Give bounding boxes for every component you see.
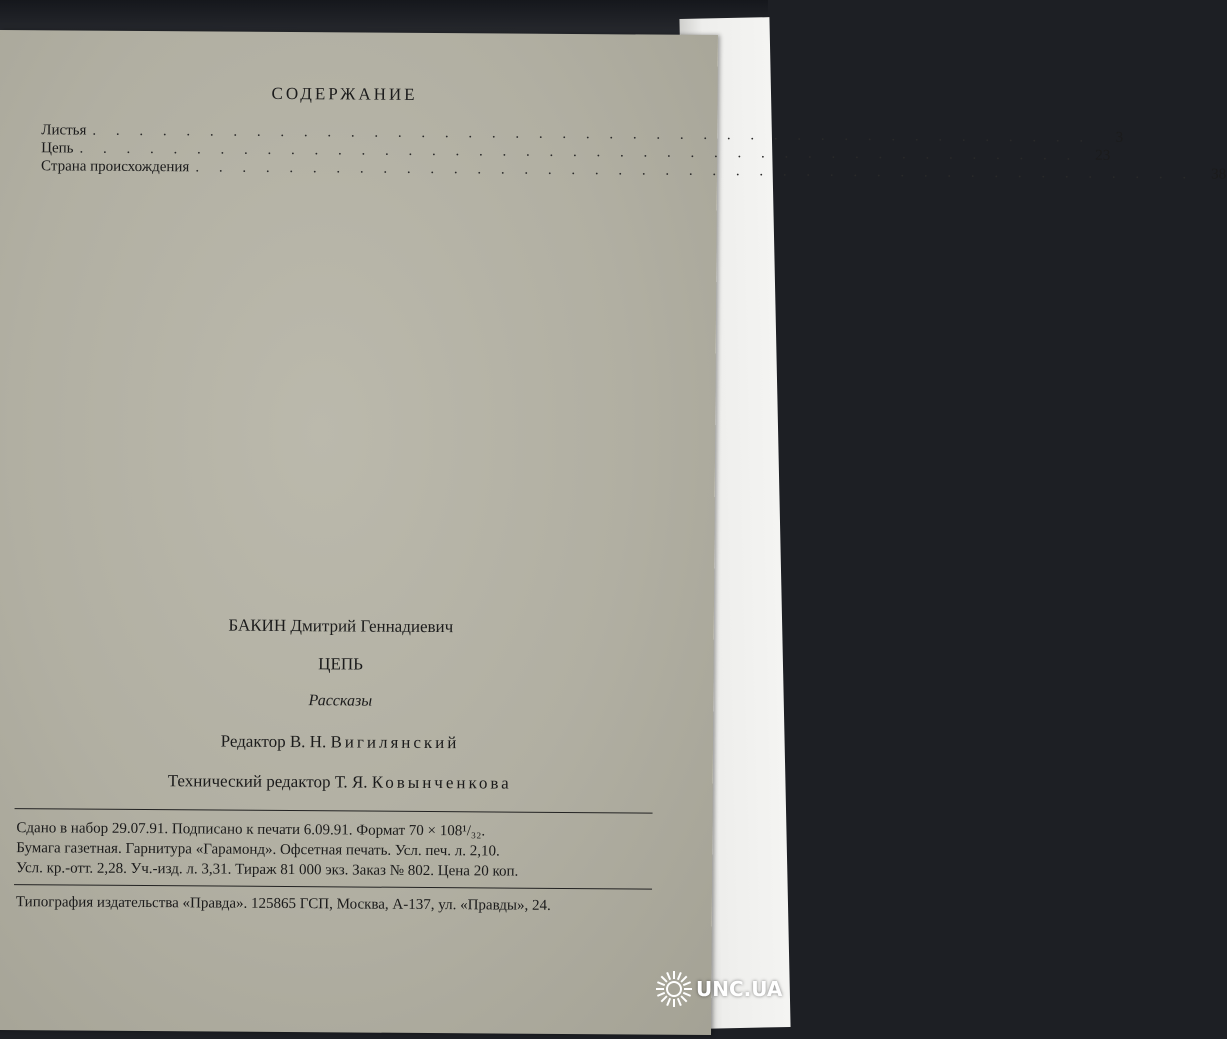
editor-initials: В. Н. (289, 732, 327, 752)
sun-burst-icon (654, 969, 694, 1009)
divider-top (15, 808, 653, 813)
tech-editor-line (0, 770, 685, 795)
imprint-line-1: Сдано в набор 29.07.91. Подписано к печати 6.09.91. Формат 70 × 108¹/₃₂. (16, 820, 486, 840)
toc-leader-dots: . . . . . . . . . . . . . . . . . . . . . . . . . . . . . . . . . . . . . . . . . . . (92, 122, 1092, 146)
sun-ray (667, 998, 670, 1005)
toc-leader-dots: . . . . . . . . . . . . . . . . . . . . . . . . . . . . . . . . . . . . . . . . . . . (195, 159, 1195, 183)
toc-leader-dots: . . . . . . . . . . . . . . . . . . . . . . . . . . . . . . . . . . . . . . . . . . . (79, 140, 1079, 164)
toc-entry-page: 23 (1095, 147, 1111, 164)
divider-bottom (14, 884, 652, 889)
sun-ray (681, 996, 687, 1002)
editor-label: Редактор (220, 731, 286, 752)
sun-ray (678, 998, 681, 1005)
imprint-line-3: Усл. кр.-отт. 2,28. Уч.-изд. л. 3,31. Тираж 81 000 экз. Заказ № 802. Цена 20 коп. (16, 860, 519, 880)
toc-entry-title: Страна происхождения (40, 158, 190, 176)
watermark (654, 966, 782, 1012)
sun-ray (681, 976, 687, 982)
toc-entry (40, 158, 1227, 183)
genre: Рассказы (308, 692, 373, 710)
toc-heading: СОДЕРЖАНИЕ (271, 83, 418, 104)
tech-editor-surname: Ковынченкова (371, 772, 512, 793)
sun-ray (657, 982, 664, 985)
sun-ray (661, 996, 667, 1002)
sun-ray (683, 993, 690, 996)
toc-entry-title: Листья (41, 122, 87, 139)
sun-ray (678, 972, 681, 979)
watermark-text: UNC.UA (696, 977, 783, 1001)
author-given-name: Дмитрий Геннадиевич (290, 616, 454, 637)
toc-entry-page: 38 (1211, 166, 1227, 183)
author-surname: БАКИН (228, 615, 287, 636)
tech-editor-label: Технический редактор (167, 771, 331, 792)
sun-ray (683, 982, 690, 985)
tech-editor-initials: Т. Я. (334, 772, 368, 792)
editor-line (0, 730, 685, 755)
editor-surname: Вигилянский (330, 732, 460, 753)
sun-ray (661, 976, 667, 982)
toc-entry-title: Цепь (41, 140, 74, 157)
sun-ray (657, 993, 664, 996)
book-title: ЦЕПЬ (318, 654, 363, 674)
toc-entry-page: 3 (1115, 129, 1124, 146)
imprint-line-2: Бумага газетная. Гарнитура «Гарамонд». Офсетная печать. Усл. печ. л. 2,10. (16, 840, 500, 860)
printer-line: Типография издательства «Правда». 125865 ГСП, Москва, А-137, ул. «Правды», 24. (15, 894, 551, 914)
sun-ray (667, 972, 670, 979)
author-line (0, 614, 686, 639)
